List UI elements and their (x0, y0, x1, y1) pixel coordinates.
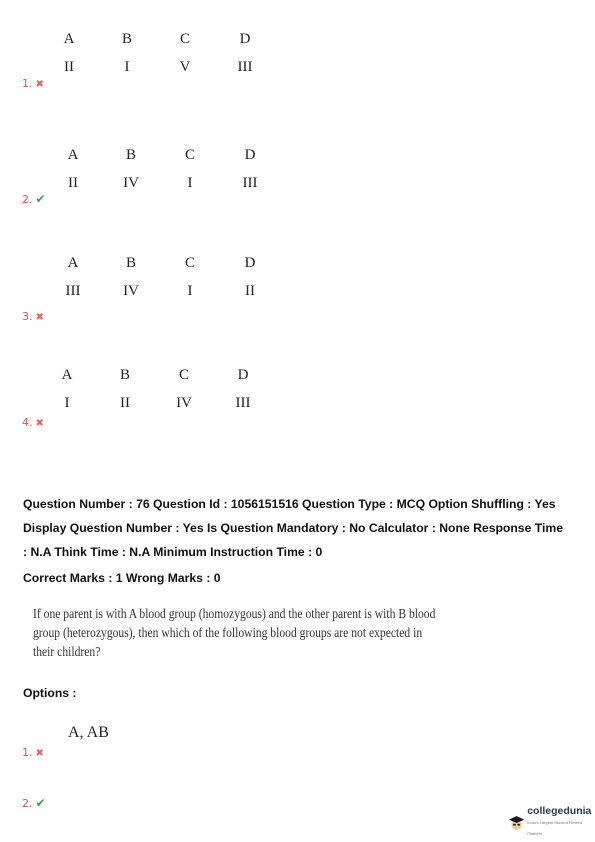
grid-head: C (184, 147, 195, 163)
question-text (33, 604, 453, 661)
grid-head: D (244, 255, 256, 271)
check-icon: ✔ (35, 192, 46, 206)
grid-value: III (242, 175, 258, 191)
answer-number-2 (22, 796, 46, 810)
option-number-label: 4. (22, 416, 33, 429)
grid-head: C (184, 255, 195, 271)
grid-head: A (61, 367, 73, 383)
grid-value: III (65, 283, 81, 299)
grid-head: C (178, 367, 189, 383)
answer-option-1-text: A, AB (68, 724, 109, 741)
logo-text (527, 806, 595, 839)
check-icon: ✔ (35, 796, 46, 810)
grid-head: D (239, 31, 251, 47)
option-number-label: 2. (22, 193, 33, 206)
grid-value: I (187, 283, 193, 299)
grid-value: III (235, 395, 251, 411)
options-label: Options : (23, 686, 77, 700)
grid-head: D (237, 367, 249, 383)
wrong-icon: ✖ (35, 418, 44, 429)
option-number-label: 1. (22, 746, 33, 759)
grid-value: IV (176, 395, 192, 411)
grid-head: A (67, 147, 79, 163)
wrong-icon: ✖ (35, 748, 44, 759)
option-number-1 (22, 77, 44, 90)
collegedunia-logo (508, 806, 595, 839)
graduation-cap-icon (508, 814, 525, 832)
grid-head: C (179, 31, 190, 47)
question-meta-line-2: Display Question Number : Yes Is Question Mandatory : No Calculator : None Response Time (23, 521, 563, 535)
question-meta-line-1: Question Number : 76 Question Id : 1056151516 Question Type : MCQ Option Shuffling : Yes (23, 497, 556, 511)
option-number-2 (22, 192, 46, 206)
question-marks: Correct Marks : 1 Wrong Marks : 0 (23, 571, 221, 585)
grid-value: III (237, 59, 253, 75)
grid-value: II (245, 283, 255, 299)
grid-value: I (64, 395, 70, 411)
grid-head: A (63, 31, 75, 47)
question-text-line: their children? (33, 644, 101, 659)
option-number-label: 1. (22, 77, 33, 90)
grid-value: I (124, 59, 130, 75)
grid-value: II (120, 395, 130, 411)
option-number-4 (22, 416, 44, 429)
grid-value: V (179, 59, 191, 75)
wrong-icon: ✖ (35, 312, 44, 323)
grid-value: II (64, 59, 74, 75)
wrong-icon: ✖ (35, 79, 44, 90)
grid-head: A (67, 255, 79, 271)
grid-value: I (187, 175, 193, 191)
grid-value: II (68, 175, 78, 191)
answer-number-1 (22, 746, 44, 759)
logo-name: collegedunia (527, 805, 592, 817)
grid-head: B (121, 31, 132, 47)
question-text-line: If one parent is with A blood group (homozygous) and the other parent is with B blood (33, 606, 436, 621)
option-number-label: 2. (22, 797, 33, 810)
grid-head: D (244, 147, 256, 163)
option-number-3 (22, 310, 44, 323)
option-number-label: 3. (22, 310, 33, 323)
grid-value: IV (123, 283, 139, 299)
grid-head: B (125, 147, 136, 163)
grid-value: IV (123, 175, 139, 191)
question-text-line: group (heterozygous), then which of the following blood groups are not expected in (33, 625, 423, 640)
question-meta-line-3: : N.A Think Time : N.A Minimum Instruction Time : 0 (23, 545, 323, 559)
logo-tagline: India's Largest Student Review Platform (527, 820, 583, 836)
grid-head: B (125, 255, 136, 271)
grid-head: B (119, 367, 130, 383)
